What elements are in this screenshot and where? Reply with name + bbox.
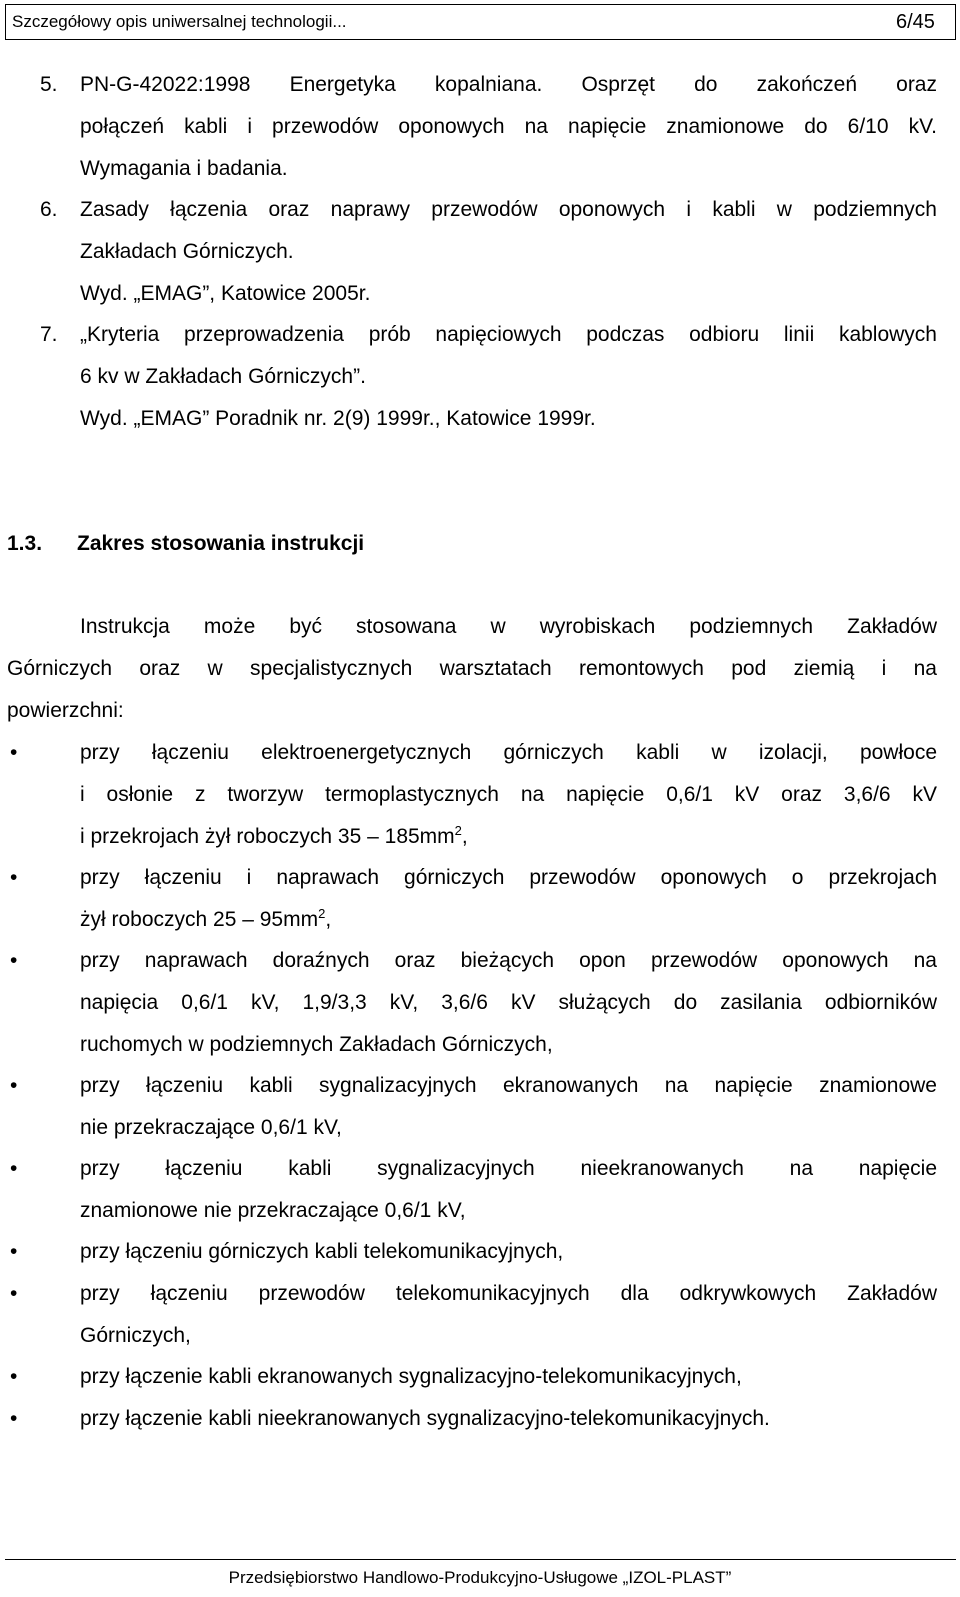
reference-line: 6 kv w Zakładach Górniczych”.	[80, 365, 366, 388]
bullet-dot: •	[10, 949, 18, 972]
bullet-text: ,	[461, 825, 468, 848]
bullet-line: przy łączenie kabli nieekranowanych sygnalizacyjno-telekomunikacyjnych.	[80, 1407, 770, 1430]
superscript: 2	[318, 906, 326, 921]
bullet-line	[80, 825, 468, 849]
bullet-line: ruchomych w podziemnych Zakładach Górniczych,	[80, 1033, 553, 1056]
bullet-line: napięcia 0,6/1 kV, 1,9/3,3 kV, 3,6/6 kV służących do zasilania odbiorników	[80, 991, 937, 1014]
page-number: 6/45	[896, 11, 935, 33]
bullet-dot: •	[10, 1240, 18, 1263]
reference-line: Wymagania i badania.	[80, 157, 288, 180]
reference-line: Zakładach Górniczych.	[80, 240, 294, 263]
bullet-line: przy łączeniu i naprawach górniczych przewodów oponowych o przekrojach	[80, 866, 937, 889]
superscript: 2	[454, 823, 462, 838]
reference-number: 7.	[40, 323, 58, 346]
reference-line: Wyd. „EMAG”, Katowice 2005r.	[80, 282, 371, 305]
bullet-line: przy łączeniu kabli sygnalizacyjnych ekranowanych na napięcie znamionowe	[80, 1074, 937, 1097]
bullet-line: przy łączeniu elektroenergetycznych górniczych kabli w izolacji, powłoce	[80, 741, 937, 764]
bullet-dot: •	[10, 1074, 18, 1097]
bullet-dot: •	[10, 741, 18, 764]
bullet-dot: •	[10, 1365, 18, 1388]
section-heading	[7, 532, 364, 556]
bullet-line: przy łączenie kabli ekranowanych sygnalizacyjno-telekomunikacyjnych,	[80, 1365, 742, 1388]
bullet-line: przy naprawach doraźnych oraz bieżących opon przewodów oponowych na	[80, 949, 937, 972]
bullet-line: Górniczych,	[80, 1324, 191, 1347]
bullet-text: żył roboczych 25 – 95mm	[80, 908, 319, 931]
bullet-line: i osłonie z tworzyw termoplastycznych na napięcie 0,6/1 kV oraz 3,6/6 kV	[80, 783, 937, 806]
bullet-line: przy łączeniu kabli sygnalizacyjnych nieekranowanych na napięcie	[80, 1157, 937, 1180]
bullet-line: znamionowe nie przekraczające 0,6/1 kV,	[80, 1199, 466, 1222]
paragraph-line: Górniczych oraz w specjalistycznych warsztatach remontowych pod ziemią i na	[7, 657, 937, 680]
paragraph-line: Instrukcja może być stosowana w wyrobiskach podziemnych Zakładów	[80, 615, 937, 638]
reference-line: Wyd. „EMAG” Poradnik nr. 2(9) 1999r., Katowice 1999r.	[80, 407, 596, 430]
page-header	[5, 4, 956, 40]
bullet-line	[80, 908, 331, 932]
page-footer: Przedsiębiorstwo Handlowo-Produkcyjno-Usługowe „IZOL-PLAST”	[228, 1568, 732, 1587]
bullet-text: ,	[325, 908, 332, 931]
section-number: 1.3.	[7, 532, 43, 555]
document-title: Szczegółowy opis uniwersalnej technologii...	[12, 12, 347, 31]
bullet-line: przy łączeniu górniczych kabli telekomunikacyjnych,	[80, 1240, 564, 1263]
section-title: Zakres stosowania instrukcji	[77, 532, 365, 555]
reference-line: połączeń kabli i przewodów oponowych na napięcie znamionowe do 6/10 kV.	[80, 115, 937, 138]
bullet-text: i przekrojach żył roboczych 35 – 185mm	[80, 825, 455, 848]
reference-number: 6.	[40, 198, 58, 221]
paragraph-line: powierzchni:	[7, 699, 124, 722]
bullet-line: przy łączeniu przewodów telekomunikacyjnych dla odkrywkowych Zakładów	[80, 1282, 937, 1305]
bullet-dot: •	[10, 1157, 18, 1180]
reference-line: Zasady łączenia oraz naprawy przewodów oponowych i kabli w podziemnych	[80, 198, 937, 221]
reference-line: PN-G-42022:1998 Energetyka kopalniana. Osprzęt do zakończeń oraz	[80, 73, 937, 96]
reference-number: 5.	[40, 73, 58, 96]
bullet-dot: •	[10, 1282, 18, 1305]
bullet-dot: •	[10, 1407, 18, 1430]
reference-line: „Kryteria przeprowadzenia prób napięciowych podczas odbioru linii kablowych	[80, 323, 937, 346]
bullet-line: nie przekraczające 0,6/1 kV,	[80, 1116, 342, 1139]
footer-divider	[5, 1559, 956, 1560]
bullet-dot: •	[10, 866, 18, 889]
